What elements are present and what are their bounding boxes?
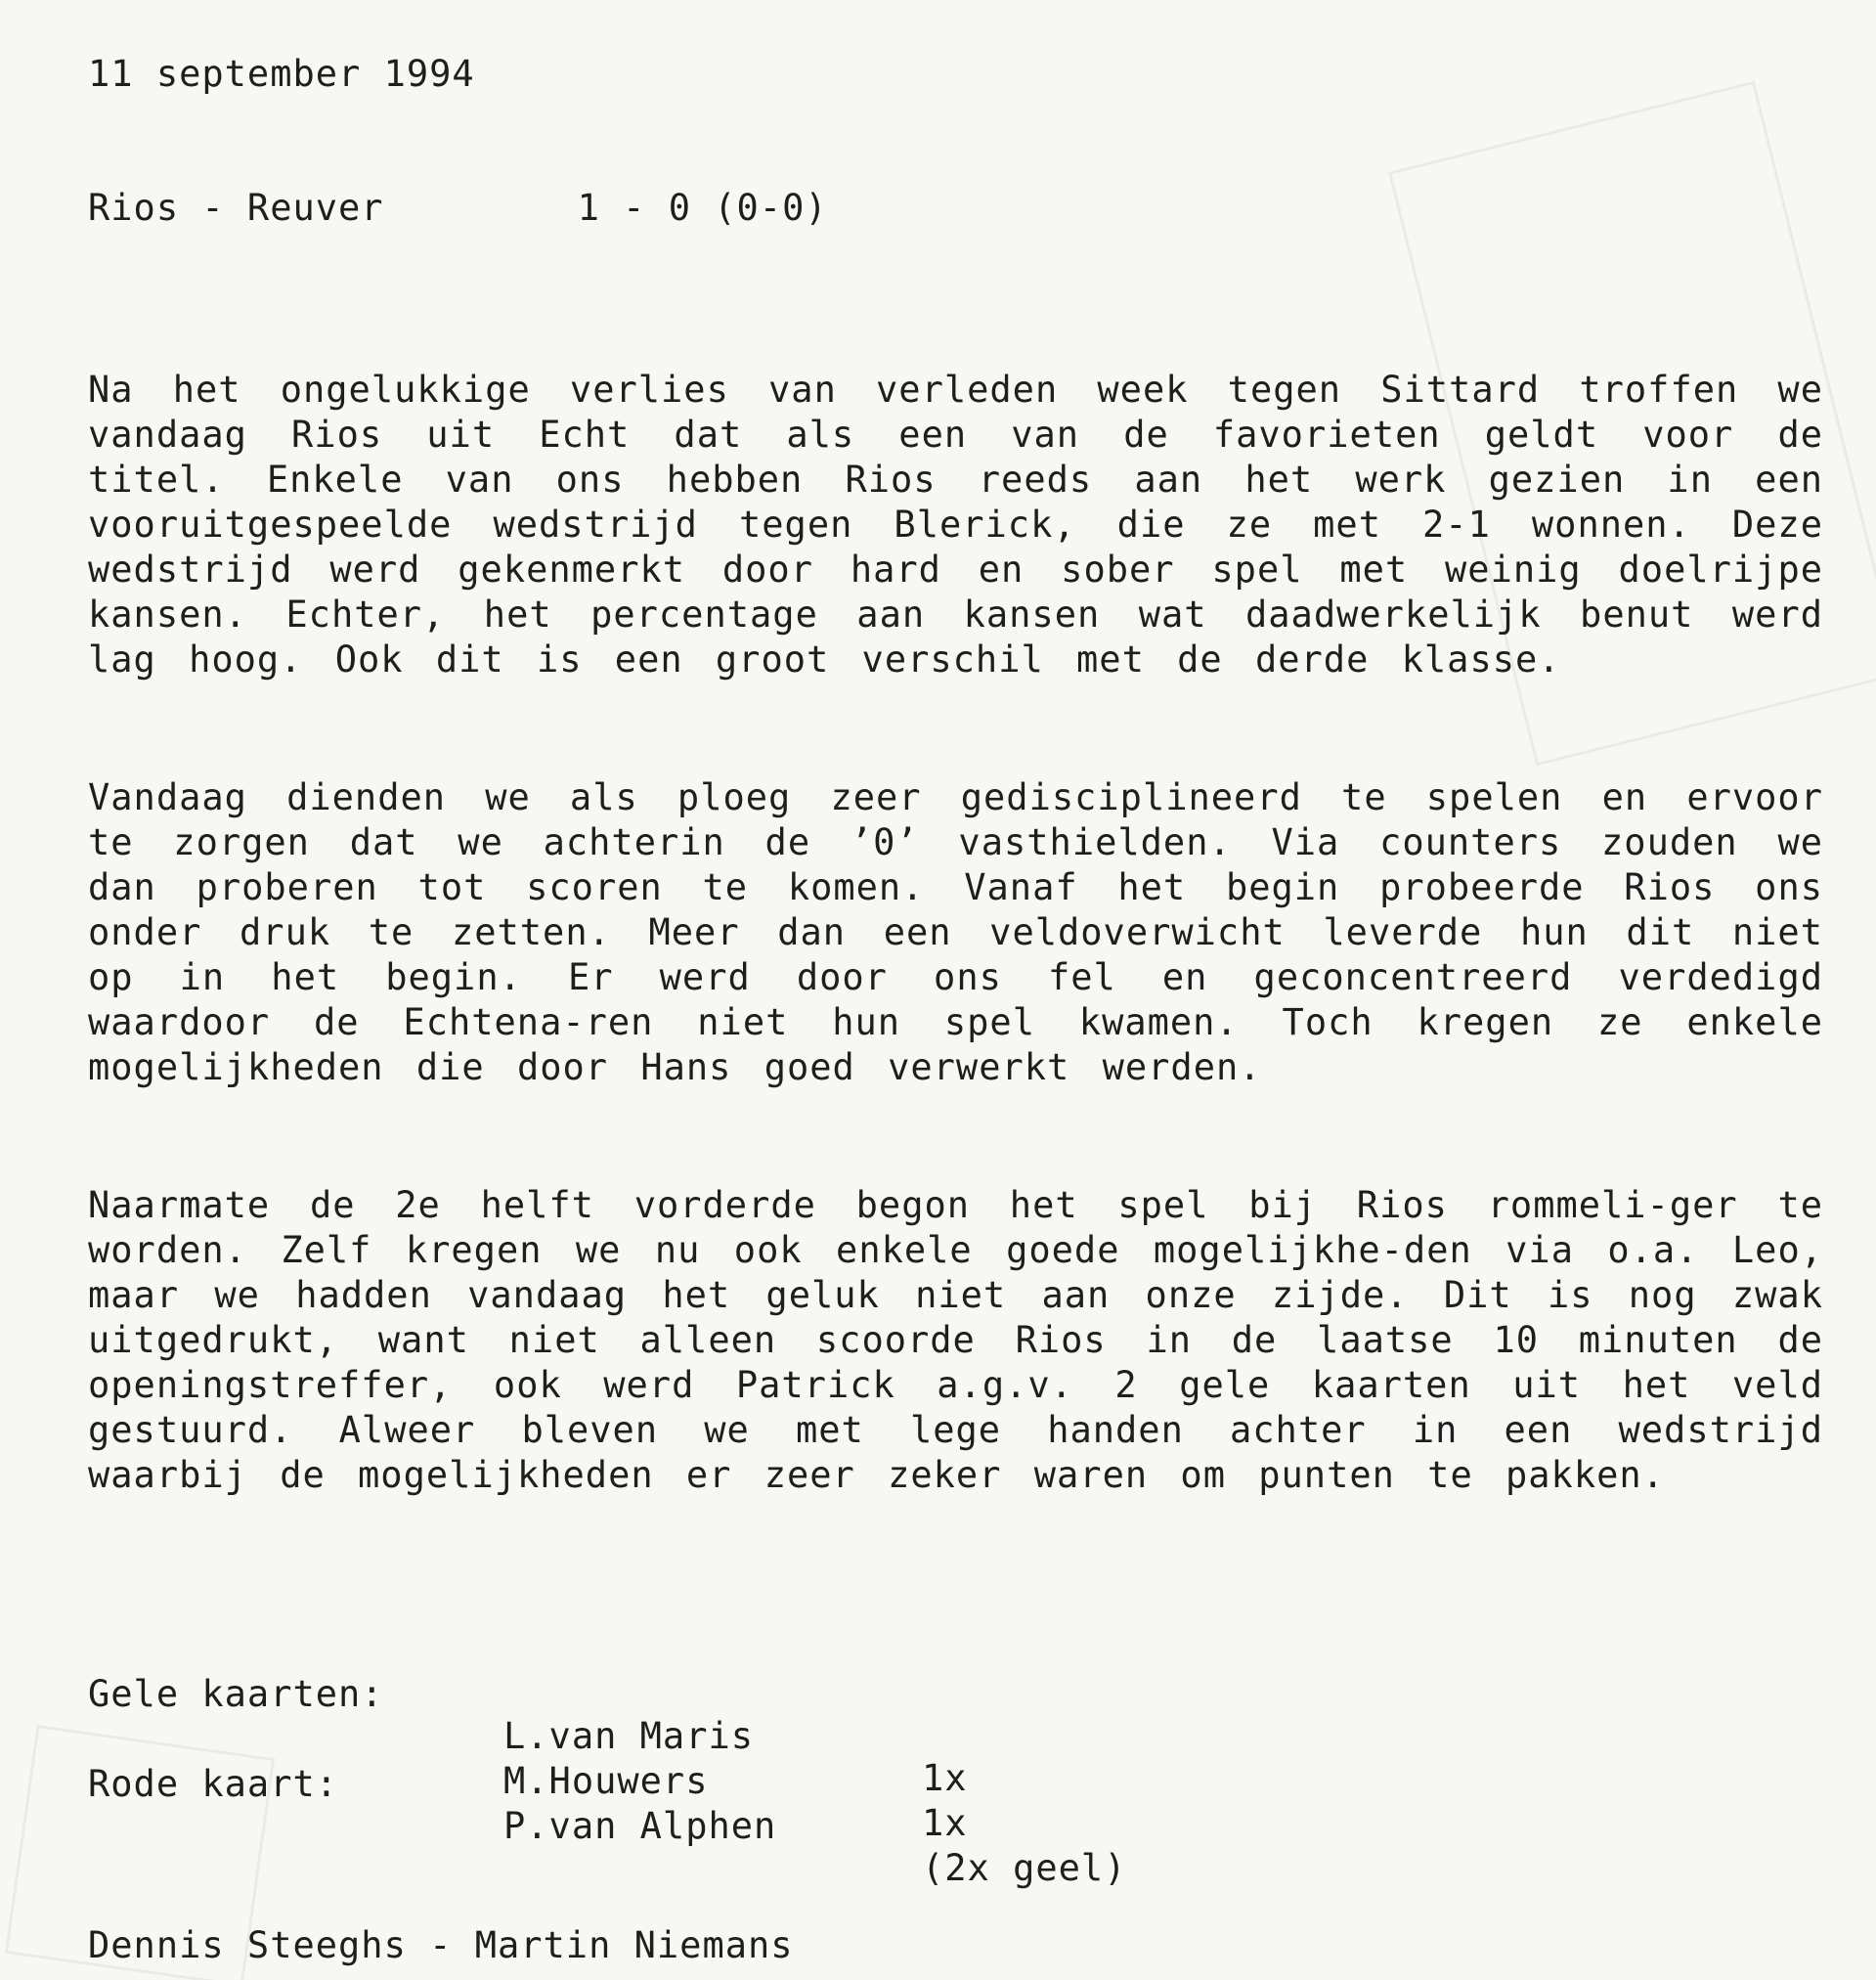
report-date: 11 september 1994 [88,53,475,95]
cards-list [88,1631,1359,1889]
match-line [88,187,828,229]
card-player: L.van Maris [503,1715,755,1757]
card-player: M.Houwers [503,1760,709,1802]
report-signature: Dennis Steeghs - Martin Niemans [88,1924,794,1966]
report-paragraph: Naarmate de 2e helft vorderde begon het spel bij Rios rommeli-ger te worden. Zelf kregen we nu ook enkele goede mogelijkhe-den via o.a. Leo, maar we hadden vandaag het geluk niet aan onze zijde. Dit is nog zwak uitgedrukt, want niet alleen scoorde Rios in de laatse 10 minuten de openingstreffer, ook werd Patrick a.g.v. 2 gele kaarten uit het veld gestuurd. Alweer bleven we met lege handen achter in een wedstrijd waarbij de mogelijkheden er zeer zeker waren om punten te pakken. [88,1184,1823,1496]
card-player: P.van Alphen [503,1805,777,1847]
card-label: Gele kaarten: [88,1673,384,1715]
card-count: 1x [922,1802,968,1844]
report-paragraph: Vandaag dienden we als ploeg zeer gedisciplineerd te spelen en ervoor te zorgen dat we achterin de ’0’ vasthielden. Via counters zouden we dan proberen tot scoren te komen. Vanaf het begin probeerde Rios ons onder druk te zetten. Meer dan een veldoverwicht leverde hun dit niet op in het begin. Er werd door ons fel en geconcentreerd verdedigd waardoor de Echtena-ren niet hun spel kwamen. Toch kregen ze enkele mogelijkheden die door Hans goed verwerkt werden. [88,776,1823,1088]
card-count: 1x [922,1757,968,1799]
match-score: 1 - 0 (0-0) [577,187,828,229]
match-teams: Rios - Reuver [88,187,384,229]
card-count: (2x geel) [922,1847,1127,1889]
card-label: Rode kaart: [88,1763,339,1805]
report-paragraph: Na het ongelukkige verlies van verleden week tegen Sittard troffen we vandaag Rios uit Echt dat als een van de favorieten geldt voor de titel. Enkele van ons hebben Rios reeds aan het werk gezien in een vooruitgespeelde wedstrijd tegen Blerick, die ze met 2-1 wonnen. Deze wedstrijd werd gekenmerkt door hard en sober spel met weinig doelrijpe kansen. Echter, het percentage aan kansen wat daadwerkelijk benut werd lag hoog. Ook dit is een groot verschil met de derde klasse. [88,369,1823,681]
